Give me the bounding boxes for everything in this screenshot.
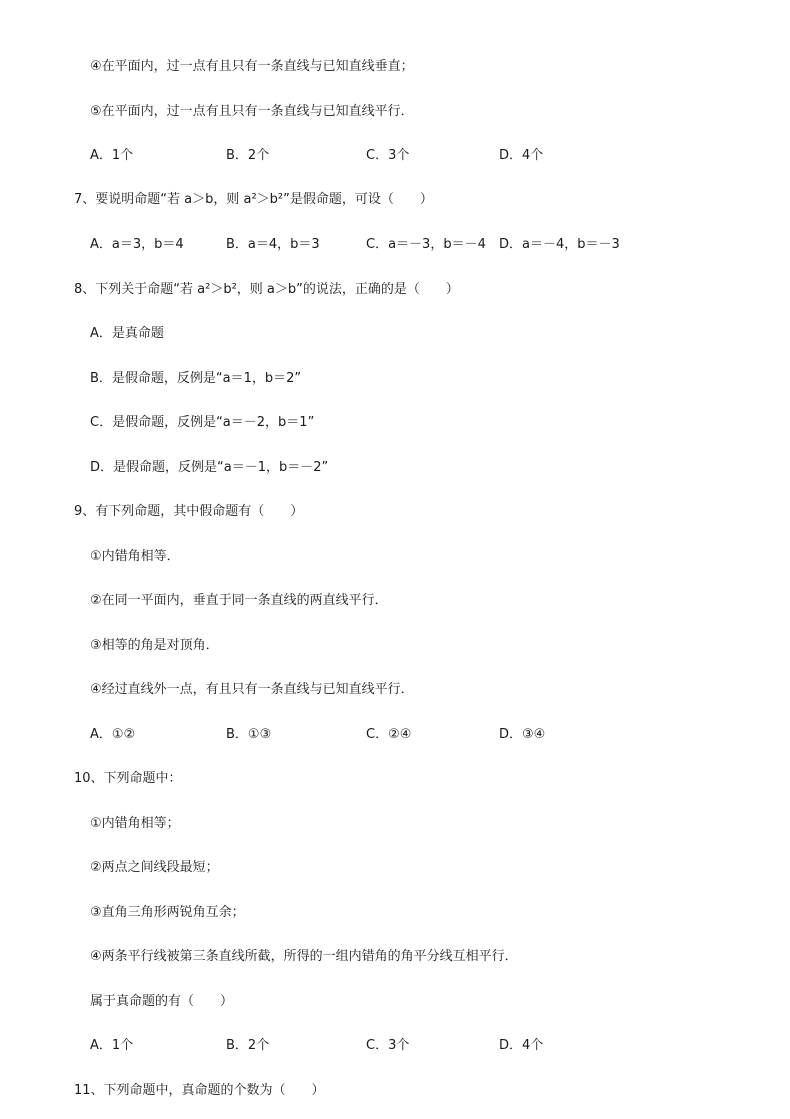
option-b: B．a＝4，b＝3 (226, 237, 320, 252)
statement-item: ②在同一平面内，垂直于同一条直线的两直线平行． (90, 593, 388, 608)
statement-item: ②两点之间线段最短； (90, 860, 219, 875)
statement-item: ④两条平行线被第三条直线所截，所得的一组内错角的角平分线互相平行． (90, 949, 518, 964)
question-11-stem: 11、下列命题中，真命题的个数为（ ） (74, 1083, 325, 1098)
option-d: D．③④ (499, 727, 546, 742)
option-b: B．2个 (226, 1038, 270, 1053)
option-c: C．3个 (366, 1038, 410, 1053)
option-c: C．是假命题，反例是“a＝－2，b＝1” (90, 415, 315, 430)
option-d: D．是假命题，反例是“a＝－1，b＝－2” (90, 460, 329, 475)
statement-item: ⑤在平面内，过一点有且只有一条直线与已知直线平行． (90, 104, 414, 119)
question-9-stem: 9、有下列命题，其中假命题有（ ） (74, 504, 304, 519)
option-a: A．a＝3，b＝4 (90, 237, 184, 252)
question-8-stem: 8、下列关于命题“若 a²＞b²，则 a＞b”的说法，正确的是（ ） (74, 282, 459, 297)
question-7-stem: 7、要说明命题“若 a＞b，则 a²＞b²”是假命题，可设（ ） (74, 192, 433, 207)
option-c: C．3个 (366, 148, 410, 163)
option-b: B．①③ (226, 727, 272, 742)
option-b: B．2个 (226, 148, 270, 163)
statement-item: ③直角三角形两锐角互余； (90, 905, 245, 920)
statement-item: ④经过直线外一点，有且只有一条直线与已知直线平行． (90, 682, 414, 697)
option-a: A．1个 (90, 148, 134, 163)
option-d: D．a＝－4，b＝－3 (499, 237, 620, 252)
option-a: A．①② (90, 727, 136, 742)
option-a: A．是真命题 (90, 326, 164, 341)
statement-item: ①内错角相等； (90, 816, 180, 831)
option-d: D．4个 (499, 1038, 544, 1053)
question-10-tail: 属于真命题的有（ ） (90, 994, 234, 1009)
statement-item: ①内错角相等． (90, 549, 180, 564)
option-c: C．②④ (366, 727, 412, 742)
option-c: C．a＝－3，b＝－4 (366, 237, 486, 252)
option-d: D．4个 (499, 148, 544, 163)
statement-item: ④在平面内，过一点有且只有一条直线与已知直线垂直； (90, 59, 414, 74)
option-a: A．1个 (90, 1038, 134, 1053)
statement-item: ③相等的角是对顶角． (90, 638, 219, 653)
option-b: B．是假命题，反例是“a＝1，b＝2” (90, 371, 302, 386)
question-10-stem: 10、下列命题中： (74, 771, 182, 786)
